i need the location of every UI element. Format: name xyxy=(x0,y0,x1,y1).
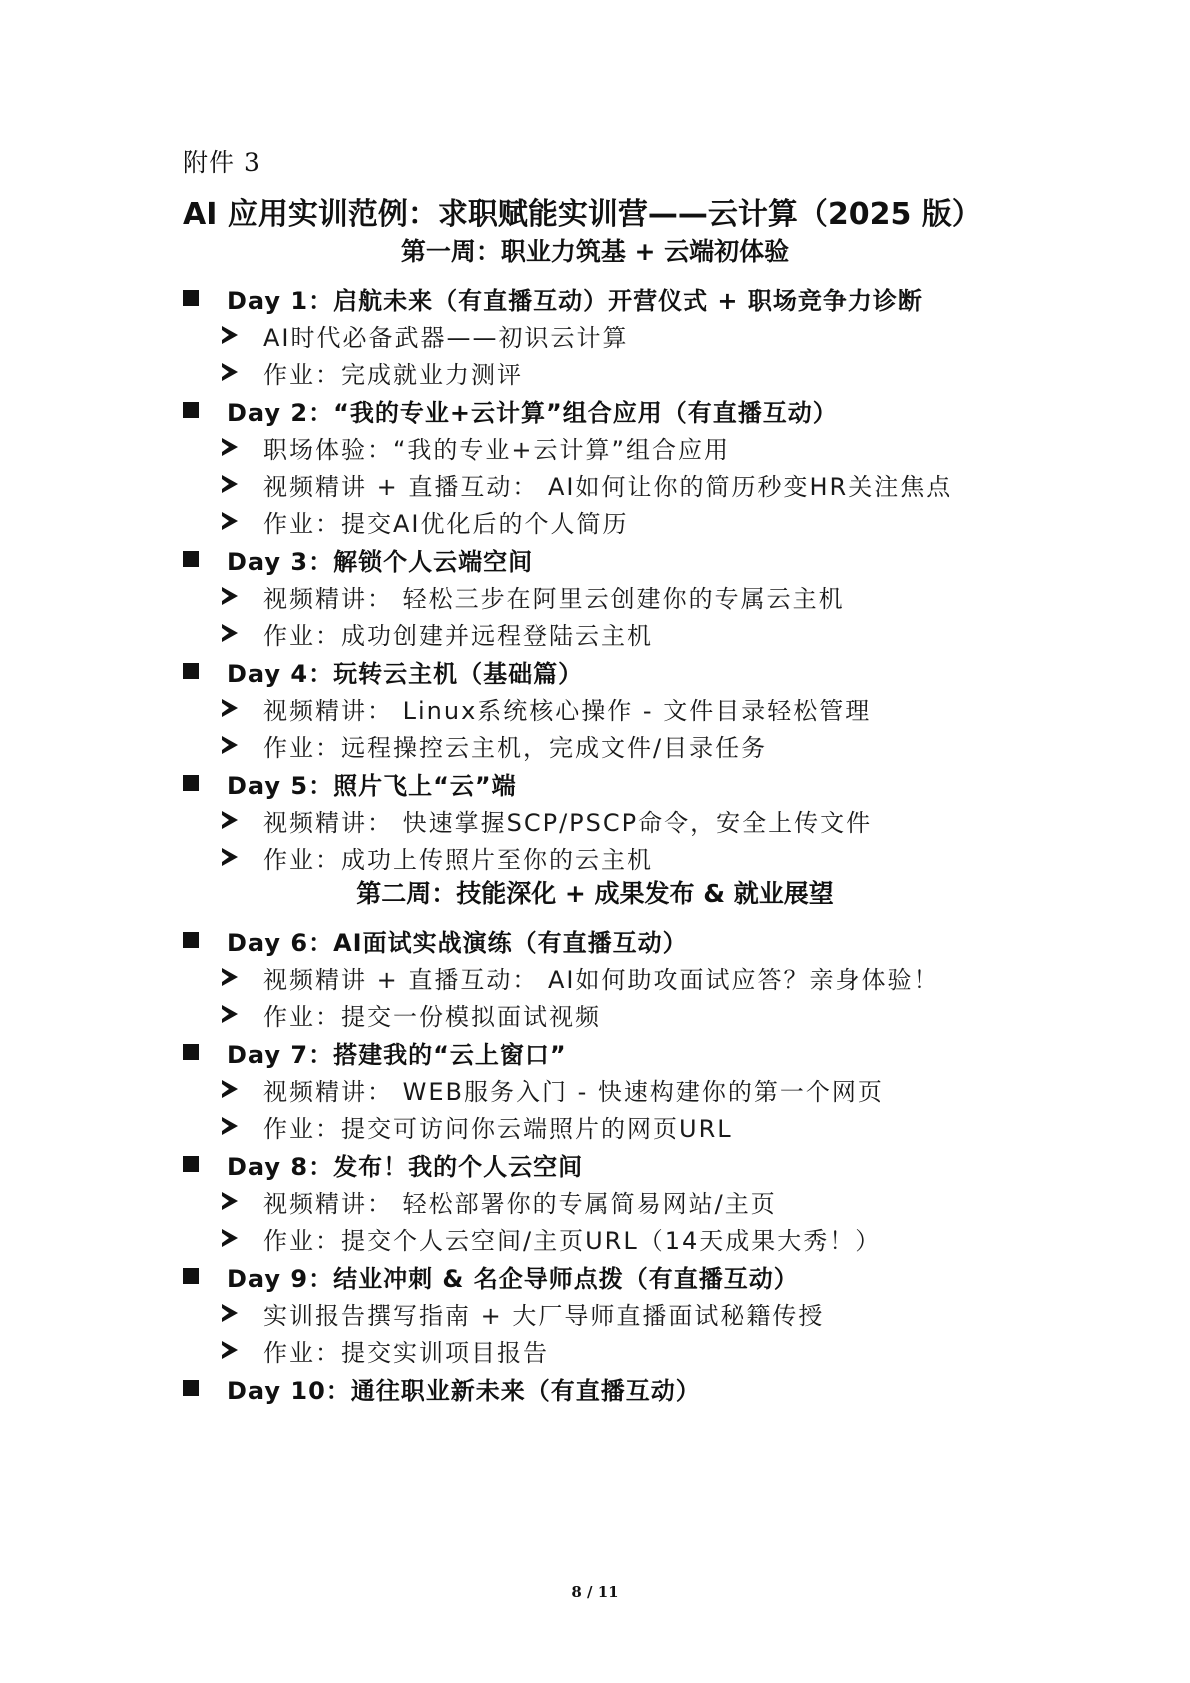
day-7-item-1 xyxy=(222,1069,884,1109)
square-bullet-icon xyxy=(183,663,199,679)
day-7-heading xyxy=(183,1032,567,1072)
day-7-title: Day 7：搭建我的“云上窗口” xyxy=(227,1040,567,1069)
page-title: AI 应用实训范例：求职赋能实训营——云计算（2025 版） xyxy=(183,197,982,232)
day-9-item-1-text: 实训报告撰写指南 + 大厂导师直播面试秘籍传授 xyxy=(263,1301,825,1330)
arrow-bullet-icon xyxy=(222,1080,238,1098)
day-5-item-2 xyxy=(222,837,653,877)
day-6-item-2-text: 作业：提交一份模拟面试视频 xyxy=(263,1002,601,1031)
day-5-title: Day 5：照片飞上“云”端 xyxy=(227,771,517,800)
arrow-bullet-icon xyxy=(222,326,238,344)
day-8-item-2 xyxy=(222,1218,881,1258)
day-8-heading xyxy=(183,1144,583,1184)
arrow-bullet-icon xyxy=(222,1304,238,1322)
day-1-item-2 xyxy=(222,352,523,392)
day-5-item-1-text: 视频精讲： 快速掌握SCP/PSCP命令，安全上传文件 xyxy=(263,808,873,837)
arrow-bullet-icon xyxy=(222,968,238,986)
day-2-item-3-text: 作业：提交AI优化后的个人简历 xyxy=(263,509,629,538)
square-bullet-icon xyxy=(183,1156,199,1172)
day-4-item-2-text: 作业：远程操控云主机，完成文件/目录任务 xyxy=(263,733,768,762)
arrow-bullet-icon xyxy=(222,475,238,493)
day-4-heading xyxy=(183,651,583,691)
day-3-item-2-text: 作业：成功创建并远程登陆云主机 xyxy=(263,621,653,650)
arrow-bullet-icon xyxy=(222,624,238,642)
page-number: 8 / 11 xyxy=(571,1583,619,1601)
day-10-title: Day 10：通往职业新未来（有直播互动） xyxy=(227,1376,701,1405)
week1-heading: 第一周：职业力筑基 + 云端初体验 xyxy=(400,237,790,266)
day-3-item-1-text: 视频精讲： 轻松三步在阿里云创建你的专属云主机 xyxy=(263,584,845,613)
square-bullet-icon xyxy=(183,1044,199,1060)
day-3-item-2 xyxy=(222,613,653,653)
day-8-item-1 xyxy=(222,1181,777,1221)
square-bullet-icon xyxy=(183,1380,199,1396)
day-3-title: Day 3：解锁个人云端空间 xyxy=(227,547,534,576)
day-6-item-1-text: 视频精讲 + 直播互动： AI如何助攻面试应答？亲身体验！ xyxy=(263,965,940,994)
arrow-bullet-icon xyxy=(222,1341,238,1359)
arrow-bullet-icon xyxy=(222,363,238,381)
day-2-title: Day 2：“我的专业+云计算”组合应用（有直播互动） xyxy=(227,398,838,427)
square-bullet-icon xyxy=(183,1268,199,1284)
day-1-item-1 xyxy=(222,315,629,355)
week2-heading: 第二周：技能深化 + 成果发布 & 就业展望 xyxy=(356,879,834,908)
day-4-item-2 xyxy=(222,725,767,765)
day-4-item-1 xyxy=(222,688,871,728)
arrow-bullet-icon xyxy=(222,699,238,717)
square-bullet-icon xyxy=(183,775,199,791)
arrow-bullet-icon xyxy=(222,736,238,754)
annex-label: 附件 3 xyxy=(183,148,261,177)
day-2-item-2-text: 视频精讲 + 直播互动： AI如何让你的简历秒变HR关注焦点 xyxy=(263,472,953,501)
day-5-item-2-text: 作业：成功上传照片至你的云主机 xyxy=(263,845,653,874)
arrow-bullet-icon xyxy=(222,1005,238,1023)
day-2-item-1-text: 职场体验：“我的专业+云计算”组合应用 xyxy=(263,435,730,464)
day-8-title: Day 8：发布！我的个人云空间 xyxy=(227,1152,584,1181)
day-7-item-1-text: 视频精讲： WEB服务入门 - 快速构建你的第一个网页 xyxy=(263,1077,884,1106)
day-2-item-2 xyxy=(222,464,952,504)
day-9-item-1 xyxy=(222,1293,824,1333)
day-4-title: Day 4：玩转云主机（基础篇） xyxy=(227,659,584,688)
square-bullet-icon xyxy=(183,290,199,306)
arrow-bullet-icon xyxy=(222,587,238,605)
day-6-item-2 xyxy=(222,994,601,1034)
day-5-heading xyxy=(183,763,517,803)
day-7-item-2 xyxy=(222,1106,733,1146)
day-7-item-2-text: 作业：提交可访问你云端照片的网页URL xyxy=(263,1114,733,1143)
square-bullet-icon xyxy=(183,932,199,948)
day-5-item-1 xyxy=(222,800,872,840)
arrow-bullet-icon xyxy=(222,1117,238,1135)
arrow-bullet-icon xyxy=(222,512,238,530)
day-3-heading xyxy=(183,539,533,579)
day-1-title: Day 1：启航未来（有直播互动）开营仪式 + 职场竞争力诊断 xyxy=(227,286,923,315)
arrow-bullet-icon xyxy=(222,438,238,456)
day-6-heading xyxy=(183,920,688,960)
arrow-bullet-icon xyxy=(222,1229,238,1247)
day-9-item-2 xyxy=(222,1330,549,1370)
arrow-bullet-icon xyxy=(222,848,238,866)
day-1-heading xyxy=(183,278,923,318)
day-2-item-1 xyxy=(222,427,730,467)
square-bullet-icon xyxy=(183,402,199,418)
arrow-bullet-icon xyxy=(222,1192,238,1210)
day-6-title: Day 6：AI面试实战演练（有直播互动） xyxy=(227,928,688,957)
day-1-item-1-text: AI时代必备武器——初识云计算 xyxy=(263,323,629,352)
day-8-item-1-text: 视频精讲： 轻松部署你的专属简易网站/主页 xyxy=(263,1189,777,1218)
square-bullet-icon xyxy=(183,551,199,567)
day-1-item-2-text: 作业：完成就业力测评 xyxy=(263,360,523,389)
day-9-heading xyxy=(183,1256,799,1296)
arrow-bullet-icon xyxy=(222,811,238,829)
day-2-item-3 xyxy=(222,501,629,541)
day-4-item-1-text: 视频精讲： Linux系统核心操作 - 文件目录轻松管理 xyxy=(263,696,872,725)
day-3-item-1 xyxy=(222,576,845,616)
day-9-title: Day 9：结业冲刺 & 名企导师点拨（有直播互动） xyxy=(227,1264,799,1293)
day-2-heading xyxy=(183,390,838,430)
day-8-item-2-text: 作业：提交个人云空间/主页URL（14天成果大秀！） xyxy=(263,1226,882,1255)
day-10-heading xyxy=(183,1368,701,1408)
day-9-item-2-text: 作业：提交实训项目报告 xyxy=(263,1338,549,1367)
day-6-item-1 xyxy=(222,957,940,997)
